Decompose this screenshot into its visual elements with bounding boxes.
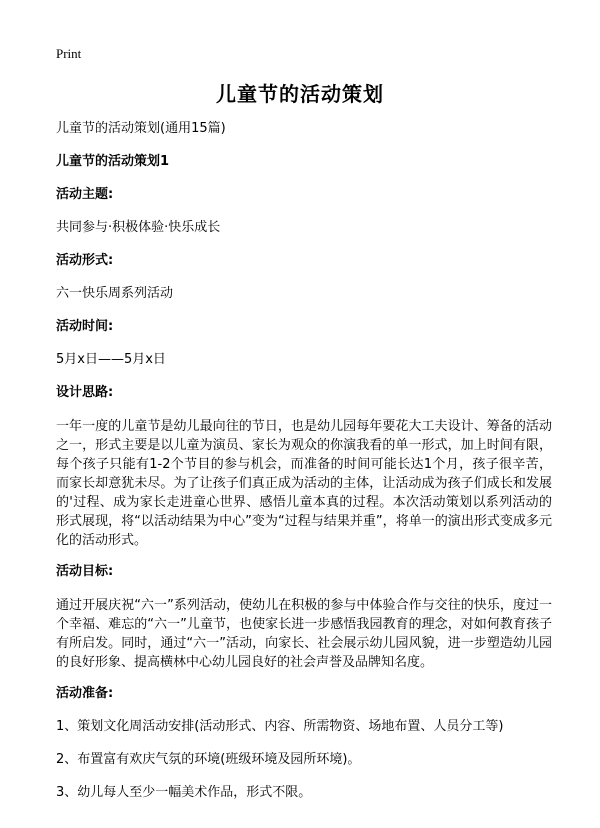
time-label: 活动时间: [56, 319, 114, 334]
goal-paragraph: 通过开展庆祝“六一”系列活动，使幼儿在积极的参与中体验合作与交往的快乐，度过一个幸福、难忘的“六一”儿童节，也使家长进一步感悟我园教育的理念，对如何教育孩子有所启发。同时，通过“六一”活动，向家长、社会展示幼儿园风貌，进一步塑造幼儿园的良好形象、提高横林中心幼儿园良好的社会声誉及品牌知名度。 [56, 598, 552, 670]
prep-item: 1、策划文化周活动安排(活动形式、内容、所需物资、场地布置、人员分工等) [56, 719, 504, 734]
time-value: 5月x日——5月x日 [56, 352, 166, 367]
prep-item: 2、布置富有欢庆气氛的环境(班级环境及园所环境)。 [56, 752, 361, 767]
form-label: 活动形式: [56, 253, 114, 268]
section-heading: 儿童节的活动策划1 [56, 154, 170, 169]
document-subtitle: 儿童节的活动策划(通用15篇) [56, 121, 226, 136]
theme-label: 活动主题: [56, 187, 114, 202]
design-label: 设计思路: [56, 385, 114, 400]
document-body [56, 120, 552, 817]
goal-label: 活动目标: [56, 564, 114, 579]
print-link[interactable]: Print [56, 46, 82, 61]
design-paragraph: 一年一度的儿童节是幼儿最向往的节日，也是幼儿园每年要花大工夫设计、筹备的活动之一，形式主要是以儿童为演员、家长为观众的你演我看的单一形式，加上时间有限，每个孩子只能有1-2个节目的参与机会，而准备的时间可能长达1个月，孩子很辛苦，而家长却意犹未尽。为了让孩子们真正成为活动的主体，让活动成为孩子们成长和发展的'过程、成为家长走进童心世界、感悟儿童本真的过程。本次活动策划以系列活动的形式展现，将“以活动结果为中心”变为“过程与结果并重”，将单一的演出形式变成多元化的活动形式。 [56, 419, 552, 548]
page-title: 儿童节的活动策划 [216, 82, 384, 106]
prep-label: 活动准备: [56, 686, 114, 701]
prep-item: 3、幼儿每人至少一幅美术作品，形式不限。 [56, 785, 312, 800]
form-value: 六一快乐周系列活动 [56, 286, 174, 301]
theme-value: 共同参与·积极体验·快乐成长 [56, 220, 221, 235]
